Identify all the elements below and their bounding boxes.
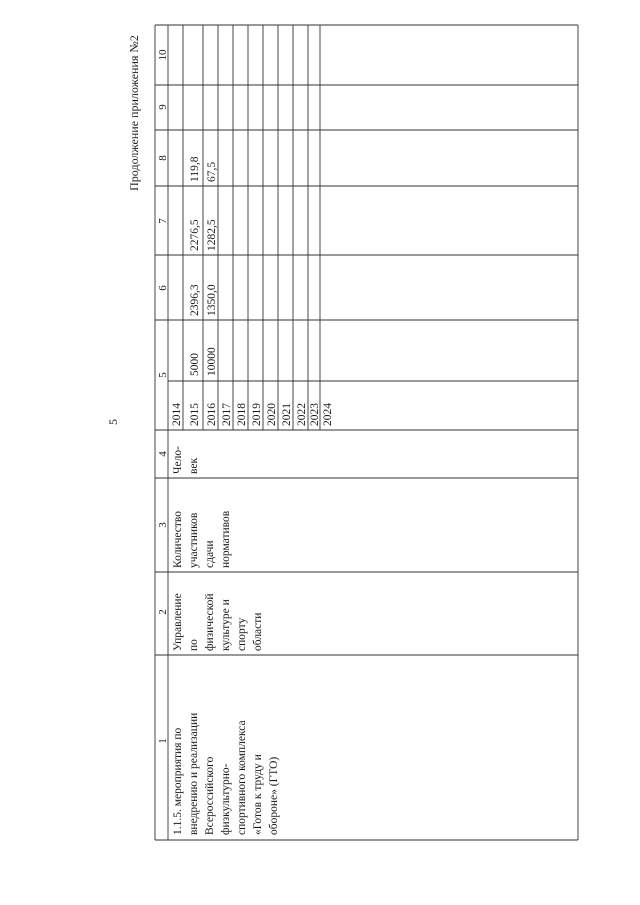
- year-cell: 2016: [206, 403, 218, 426]
- page-number: 5: [106, 419, 120, 425]
- executor-line: области: [252, 612, 264, 651]
- executor-cell: [172, 593, 264, 651]
- year-cell: 2018: [236, 403, 248, 426]
- executor-line: культуре и: [220, 599, 232, 651]
- executor-line: Управление: [172, 593, 184, 651]
- value-cell: 5000: [189, 353, 201, 376]
- indicator-cell: [172, 510, 232, 568]
- unit-line: век: [188, 457, 200, 474]
- year-cell: 2020: [266, 403, 278, 426]
- year-cells: [171, 403, 334, 426]
- indicator-line: сдачи: [204, 540, 216, 568]
- col-number-4: 4: [157, 451, 169, 457]
- col-number-6: 6: [157, 285, 169, 291]
- value-cell: 2276,5: [189, 219, 201, 251]
- table-grid: [155, 25, 578, 840]
- year-cell: 2021: [281, 403, 293, 426]
- executor-line: по: [188, 639, 200, 651]
- activity-line: внедрению и реализации: [188, 712, 200, 835]
- executor-line: спорту: [236, 617, 248, 651]
- col-number-5: 5: [157, 372, 169, 378]
- col-number-1: 1: [157, 738, 169, 744]
- year-cell: 2014: [171, 403, 183, 426]
- unit-cell: [172, 446, 200, 474]
- year-cell: 2023: [309, 403, 321, 426]
- activity-line: Всероссийского: [204, 756, 216, 835]
- activity-line: физкультурно-: [220, 763, 232, 835]
- value-cell: 67,5: [206, 161, 218, 182]
- year-cell: 2024: [322, 403, 334, 426]
- executor-line: физической: [204, 593, 216, 651]
- col-number-9: 9: [157, 104, 169, 110]
- appendix-caption: Продолжение приложения №2: [127, 35, 141, 191]
- activity-line: 1.1.5. мероприятия по: [172, 727, 184, 835]
- year-cell: 2019: [251, 403, 263, 426]
- year-cell: 2017: [221, 403, 233, 426]
- indicator-line: Количество: [172, 511, 184, 568]
- unit-line: Чело-: [172, 446, 184, 474]
- indicator-line: участников: [188, 512, 200, 568]
- activity-cell: [172, 713, 280, 835]
- value-cell: 2396,3: [189, 284, 201, 316]
- col-number-7: 7: [157, 218, 169, 224]
- col-number-8: 8: [157, 155, 169, 161]
- activity-line: «Готов к труду и: [252, 754, 264, 835]
- activity-line: обороне» (ГТО): [268, 756, 280, 835]
- col-number-2: 2: [157, 609, 169, 615]
- year-cell: 2022: [296, 403, 308, 426]
- value-cell: 119,8: [189, 156, 201, 182]
- col-number-3: 3: [157, 522, 169, 528]
- activity-line: спортивного комплекса: [236, 720, 248, 835]
- column-number-row: [157, 49, 169, 744]
- year-cell: 2015: [189, 403, 201, 426]
- value-cell: 10000: [206, 347, 218, 376]
- col-number-10: 10: [157, 49, 169, 61]
- indicator-line: нормативов: [220, 510, 232, 568]
- value-cell: 1350,0: [206, 284, 218, 316]
- value-cell: 1282,5: [206, 219, 218, 251]
- value-cells: [189, 156, 218, 376]
